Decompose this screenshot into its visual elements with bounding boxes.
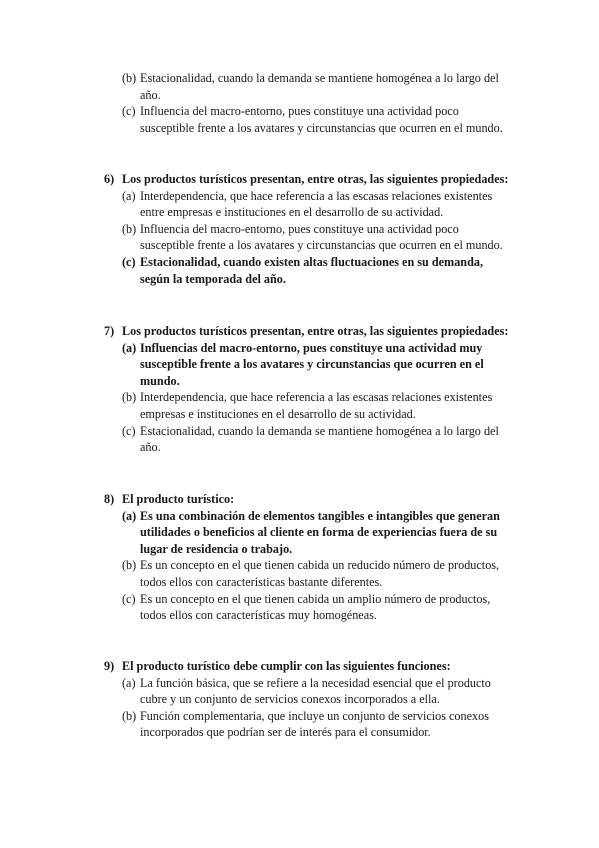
option-label: (a) bbox=[122, 508, 137, 523]
question-heading bbox=[0, 491, 522, 508]
question-block-9 bbox=[0, 658, 599, 741]
option-text: Estacionalidad, cuando la demanda se mantiene homogénea a lo largo del año. bbox=[140, 71, 499, 102]
option-b bbox=[0, 221, 508, 254]
question-number: 9) bbox=[104, 659, 115, 673]
question-number: 7) bbox=[104, 324, 115, 338]
question-number: 8) bbox=[104, 492, 115, 506]
option-text: Estacionalidad, cuando la demanda se mantiene homogénea a lo largo del año. bbox=[140, 423, 499, 455]
option-label: (b) bbox=[122, 558, 137, 573]
option-a bbox=[0, 188, 508, 221]
question-text: Los productos turísticos presentan, entre otras, las siguientes propiedades: bbox=[122, 172, 509, 186]
question-block-8 bbox=[0, 491, 599, 624]
option-text: Es una combinación de elementos tangibles e intangibles que generan utilidades o beneficios al cliente en forma de experiencias fuera de su lugar de residencia o trabajo. bbox=[140, 508, 500, 556]
option-label: (c) bbox=[122, 591, 136, 606]
question-heading bbox=[0, 323, 522, 340]
option-text: Función complementaria, que incluye un conjunto de servicios conexos incorporados que podrían ser de interés para el consumidor. bbox=[140, 708, 489, 740]
question-number: 6) bbox=[104, 172, 115, 186]
option-label: (b) bbox=[122, 390, 137, 405]
option-a-correct bbox=[0, 340, 508, 390]
option-label: (a) bbox=[122, 675, 136, 690]
option-label: (a) bbox=[122, 340, 137, 355]
option-label: (c) bbox=[122, 423, 136, 438]
option-c bbox=[0, 591, 508, 624]
option-label: (b) bbox=[122, 221, 137, 236]
option-label: (c) bbox=[122, 254, 136, 269]
option-label: (a) bbox=[122, 188, 136, 203]
option-text: Estacionalidad, cuando existen altas fluctuaciones en su demanda, según la temporada del año. bbox=[140, 254, 483, 286]
question-heading bbox=[0, 171, 522, 188]
question-block-7 bbox=[0, 323, 599, 456]
option-text: Influencia del macro-entorno, pues constituye una actividad poco susceptible frente a los avatares y circunstancias que ocurren en el mundo. bbox=[140, 104, 503, 135]
option-a-correct bbox=[0, 508, 508, 558]
option-text: La función básica, que se refiere a la necesidad esencial que el producto cubre y un conjunto de servicios conexos incorporados a ella. bbox=[140, 675, 491, 707]
option-c bbox=[0, 423, 508, 456]
option-b bbox=[0, 557, 508, 590]
question-text: El producto turístico debe cumplir con las siguientes funciones: bbox=[122, 659, 451, 673]
option-label: (c) bbox=[122, 104, 136, 119]
option-label: (b) bbox=[122, 71, 137, 85]
option-b bbox=[0, 70, 508, 103]
option-b bbox=[0, 708, 508, 741]
option-b bbox=[0, 389, 508, 422]
option-text: Es un concepto en el que tienen cabida un reducido número de productos, todos ellos con características bastante diferentes. bbox=[140, 558, 500, 589]
option-a bbox=[0, 675, 508, 708]
option-c-correct bbox=[0, 254, 508, 287]
question-text: El producto turístico: bbox=[122, 492, 235, 506]
question-heading bbox=[0, 658, 522, 675]
option-text: Interdependencia, que hace referencia a las escasas relaciones existentes empresas e instituciones en el desarrollo de su actividad. bbox=[140, 390, 493, 421]
question-block-6 bbox=[0, 171, 599, 287]
option-label: (b) bbox=[122, 708, 137, 723]
option-c bbox=[0, 103, 508, 136]
option-text: Influencia del macro-entorno, pues constituye una actividad poco susceptible frente a los avatares y circunstancias que ocurren en el mundo. bbox=[140, 221, 503, 253]
question-text: Los productos turísticos presentan, entre otras, las siguientes propiedades: bbox=[122, 324, 509, 338]
question-block-5-continued bbox=[0, 70, 599, 136]
option-text: Influencias del macro-entorno, pues constituye una actividad muy susceptible frente a los avatares y circunstancias que ocurren en el mundo. bbox=[140, 340, 484, 388]
option-text: Interdependencia, que hace referencia a las escasas relaciones existentes entre empresas e instituciones en el desarrollo de su actividad. bbox=[140, 188, 493, 220]
option-text: Es un concepto en el que tienen cabida un amplio número de productos, todos ellos con características muy homogéneas. bbox=[140, 591, 491, 623]
